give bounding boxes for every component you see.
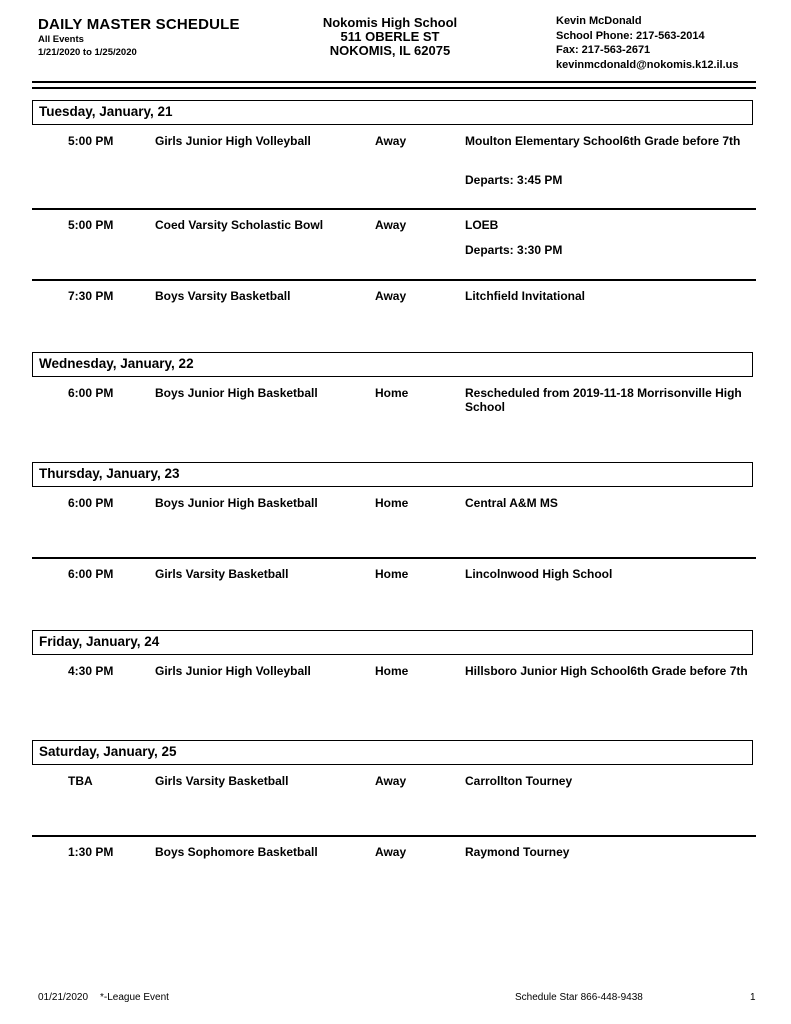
event-departure: Departs: 3:30 PM xyxy=(465,243,563,257)
event-name: Girls Junior High Volleyball xyxy=(155,134,311,148)
event-name: Boys Sophomore Basketball xyxy=(155,845,318,859)
event-time: 1:30 PM xyxy=(68,845,114,859)
event-location: Away xyxy=(375,218,407,232)
event-opponent: Central A&M MS xyxy=(465,496,558,510)
event-opponent: Litchfield Invitational xyxy=(465,289,586,303)
event-name: Coed Varsity Scholastic Bowl xyxy=(155,218,324,232)
row-separator xyxy=(32,557,756,559)
event-opponent: Moulton Elementary School6th Grade before 7th xyxy=(465,134,741,148)
event-name: Boys Varsity Basketball xyxy=(155,289,291,303)
event-name: Girls Varsity Basketball xyxy=(155,567,289,581)
event-opponent: Carrollton Tourney xyxy=(465,774,573,788)
school-name: Nokomis High School xyxy=(322,15,458,30)
footer-date: 01/21/2020 xyxy=(38,992,89,1003)
event-opponent: Raymond Tourney xyxy=(465,845,570,859)
event-name: Girls Varsity Basketball xyxy=(155,774,289,788)
event-time: 5:00 PM xyxy=(68,134,114,148)
school-block xyxy=(290,16,490,58)
event-location: Home xyxy=(375,386,409,400)
day-header: Thursday, January, 23 xyxy=(32,462,753,487)
event-location: Home xyxy=(375,664,409,678)
date-range: 1/21/2020 to 1/25/2020 xyxy=(38,47,137,58)
day-header: Wednesday, January, 22 xyxy=(32,352,753,377)
contact-phone: School Phone: 217-563-2014 xyxy=(556,29,705,42)
event-name: Boys Junior High Basketball xyxy=(155,386,318,400)
page-number: 1 xyxy=(750,992,756,1003)
event-time: 6:00 PM xyxy=(68,386,114,400)
contact-block xyxy=(556,14,739,72)
event-departure: Departs: 3:45 PM xyxy=(465,173,563,187)
event-location: Away xyxy=(375,289,407,303)
school-address-line1: 511 OBERLE ST xyxy=(340,29,440,44)
event-name: Girls Junior High Volleyball xyxy=(155,664,311,678)
page-title: DAILY MASTER SCHEDULE xyxy=(38,16,240,33)
event-name: Boys Junior High Basketball xyxy=(155,496,318,510)
event-time: TBA xyxy=(68,774,93,788)
event-opponent: Rescheduled from 2019-11-18 Morrisonville High School xyxy=(465,386,742,414)
event-location: Away xyxy=(375,774,407,788)
event-time: 7:30 PM xyxy=(68,289,114,303)
event-location: Away xyxy=(375,845,407,859)
row-separator xyxy=(32,279,756,281)
row-separator xyxy=(32,208,756,210)
day-header: Friday, January, 24 xyxy=(32,630,753,655)
event-opponent: Hillsboro Junior High School6th Grade before 7th xyxy=(465,664,748,678)
event-time: 4:30 PM xyxy=(68,664,114,678)
header-left xyxy=(38,16,240,59)
event-location: Home xyxy=(375,496,409,510)
contact-email: kevinmcdonald@nokomis.k12.il.us xyxy=(556,58,739,71)
event-time: 6:00 PM xyxy=(68,567,114,581)
event-time: 6:00 PM xyxy=(68,496,114,510)
footer-legend: *-League Event xyxy=(100,992,169,1003)
event-location: Away xyxy=(375,134,407,148)
event-opponent: LOEB xyxy=(465,218,499,232)
day-header: Saturday, January, 25 xyxy=(32,740,753,765)
footer-provider: Schedule Star 866-448-9438 xyxy=(515,992,643,1003)
contact-fax: Fax: 217-563-2671 xyxy=(556,44,651,56)
school-address-line2: NOKOMIS, IL 62075 xyxy=(329,43,451,58)
event-location: Home xyxy=(375,567,409,581)
row-separator xyxy=(32,835,756,837)
contact-name: Kevin McDonald xyxy=(556,15,642,27)
header-rule-bottom xyxy=(32,87,756,89)
event-time: 5:00 PM xyxy=(68,218,114,232)
day-header: Tuesday, January, 21 xyxy=(32,100,753,125)
events-filter: All Events xyxy=(38,34,84,45)
header-rule-top xyxy=(32,81,756,83)
event-opponent: Lincolnwood High School xyxy=(465,567,613,581)
